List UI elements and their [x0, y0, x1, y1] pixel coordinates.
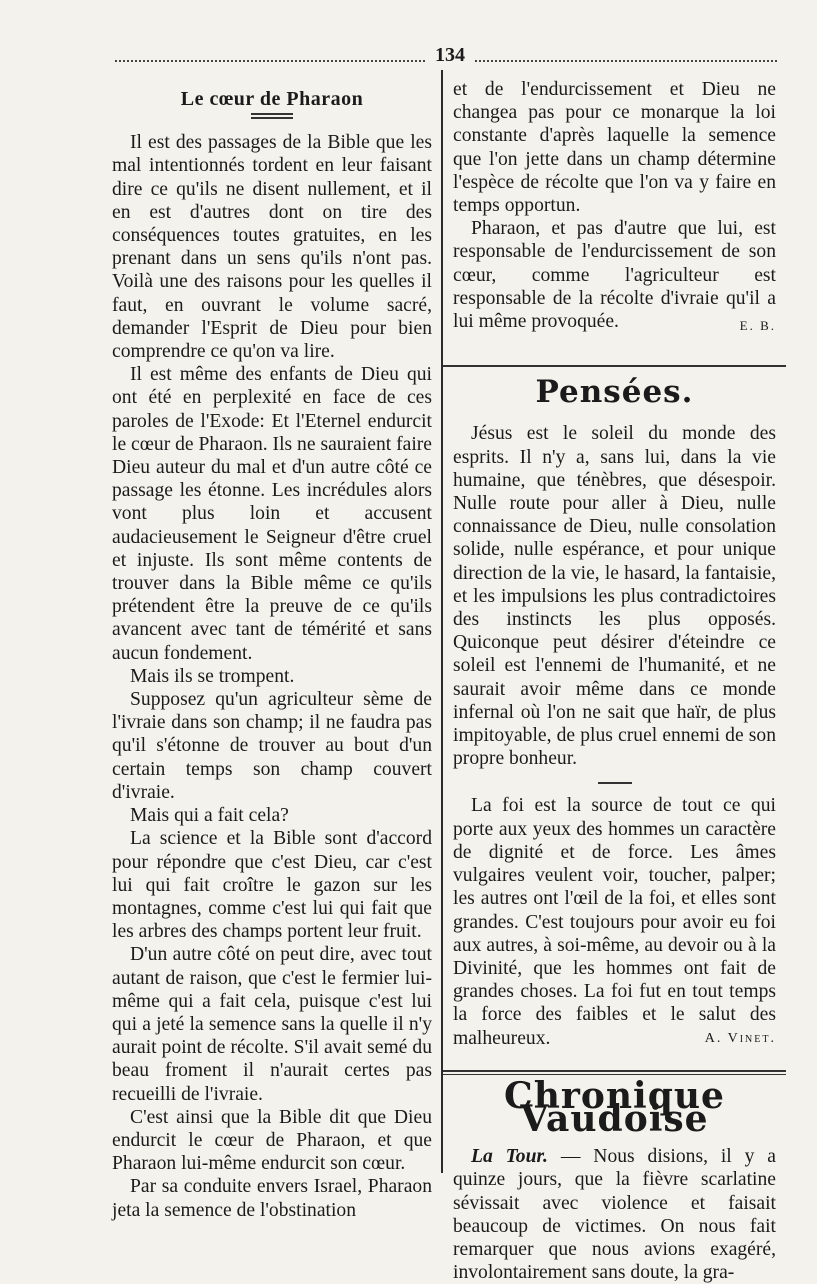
news-text: — Nous disions, il y a quinze jours, que la fièvre scarlatine sévissait avec violence et faisait beaucoup de victimes. On nous fait remarquer que nous avions exagéré, involontairement sans doute, la gra- — [453, 1146, 776, 1284]
paragraph: D'un autre côté on peut dire, avec tout autant de raison, que c'est le fermier lui-même qui a fait cela, puisque c'est lui qui a jeté la semence sans la quelle il n'y aurait point de récolte. S'il avait semé du beau froment il n'aurait certes pas recueilli de l'ivraie. — [112, 944, 432, 1105]
dateline: La Tour. — [471, 1146, 548, 1168]
paragraph: Il est des passages de la Bible que les mal intentionnés tordent en leur faisant dire ce qu'ils ne disent nullement, et il en est d'autres dont on tire des conséquences toutes gratuites, en les prenant dans un sens qu'ils n'ont pas. Voilà une des raisons pour les quelles il faut, en ouvrant le volume sacré, demander l'Esprit de Dieu pour bien comprendre ce qu'on va lire. — [112, 132, 432, 363]
title-rule — [251, 113, 293, 119]
closing-text: Pharaon, et pas d'autre que lui, est responsable de l'endurcissement de son cœur, comme l'agriculteur est responsable de la récolte d'ivraie qu'il a lui même provoquée. — [453, 218, 776, 333]
signature: A. Vinet. — [704, 1030, 776, 1046]
paragraph — [453, 1145, 776, 1284]
paragraph: Mais ils se trompent. — [130, 665, 295, 687]
paragraph: et de l'endurcissement et Dieu ne changea pas pour ce monarque la loi constante d'après laquelle la semence que l'on jette dans un champ détermine l'espèce de récolte que l'on va y faire en temps opportun. — [453, 79, 776, 217]
paragraph — [453, 217, 776, 333]
separator-rule — [598, 782, 632, 784]
right-column — [453, 78, 776, 1284]
paragraph: Mais qui a fait cela? — [130, 805, 289, 827]
page-number: 134 — [426, 44, 474, 67]
paragraph: La science et la Bible sont d'accord pour répondre que c'est Dieu, car c'est lui qui fait croître le gazon sur les montagnes, comme c'est lui qui fait que les arbres des champs portent leur fruit. — [112, 828, 432, 943]
paragraph — [453, 794, 776, 1049]
signature: E. B. — [739, 318, 776, 334]
paragraph: Par sa conduite envers Israel, Pharaon jeta la semence de l'obstination — [112, 1176, 432, 1221]
article-title: Le cœur de Pharaon — [180, 88, 364, 110]
paragraph: Jésus est le soleil du monde des esprits. Il n'y a, sans lui, dans la vie humaine, que ténèbres, que désespoir. Nulle route pour aller à Dieu, nulle connaissance de Dieu, nulle consolation solide, nulle espérance, et pour unique direction de la vie, le hasard, la fantaisie, et les impulsions les plus contradictoires des instincts les plus opposés. Quiconque peut désirer d'éteindre ce soleil est l'ennemi de l'humanité, et ne saurait avoir même dans ce monde infernal où l'on ne sait que haïr, de plus impitoyable, de plus cruel ennemi de son propre bonheur. — [453, 423, 776, 770]
left-column — [112, 78, 432, 1222]
section-title: Pensées. — [535, 374, 694, 411]
paragraph: Il est même des enfants de Dieu qui ont été en perplexité en face de ces paroles de l'Exode: Et l'Eternel endurcit le cœur de Pharaon. Ils ne sauraient faire Dieu auteur du mal et d'un autre côté ce passage les étonne. Les incrédules alors vont plus loin et accusent audacieusement le Seigneur d'être cruel et injuste. Ils sont même contents de trouver dans la Bible même ce qu'ils prétendent être la preuve de ce qu'ils avancent avec tant de témérité et sans aucun fondement. — [112, 364, 432, 664]
paragraph: Supposez qu'un agriculteur sème de l'ivraie dans son champ; il ne faudra pas qu'il s'étonne de trouver au bout d'un certain temps son champ couvert d'ivraie. — [112, 689, 432, 803]
section-rule — [443, 1070, 786, 1075]
paragraph: C'est ainsi que la Bible dit que Dieu endurcit le cœur de Pharaon, et que Pharaon lui-même endurcit son cœur. — [112, 1106, 432, 1175]
section-title: Chronique Vaudoise — [504, 1074, 725, 1140]
column-divider — [441, 70, 443, 1173]
quote-text: La foi est la source de tout ce qui porte aux yeux des hommes un caractère de dignité et de force. Les âmes vulgaires veulent voir, toucher, palper; les autres ont l'œil de la foi, et elles sont grandes. C'est toujours pour avoir eu foi aux autres, à soi-même, au devoir ou à la Divinité, que les hommes ont fait de grandes choses. La foi fut en tout temps la force des faibles et le salut des malheureux. — [453, 795, 776, 1049]
section-rule — [443, 365, 786, 367]
